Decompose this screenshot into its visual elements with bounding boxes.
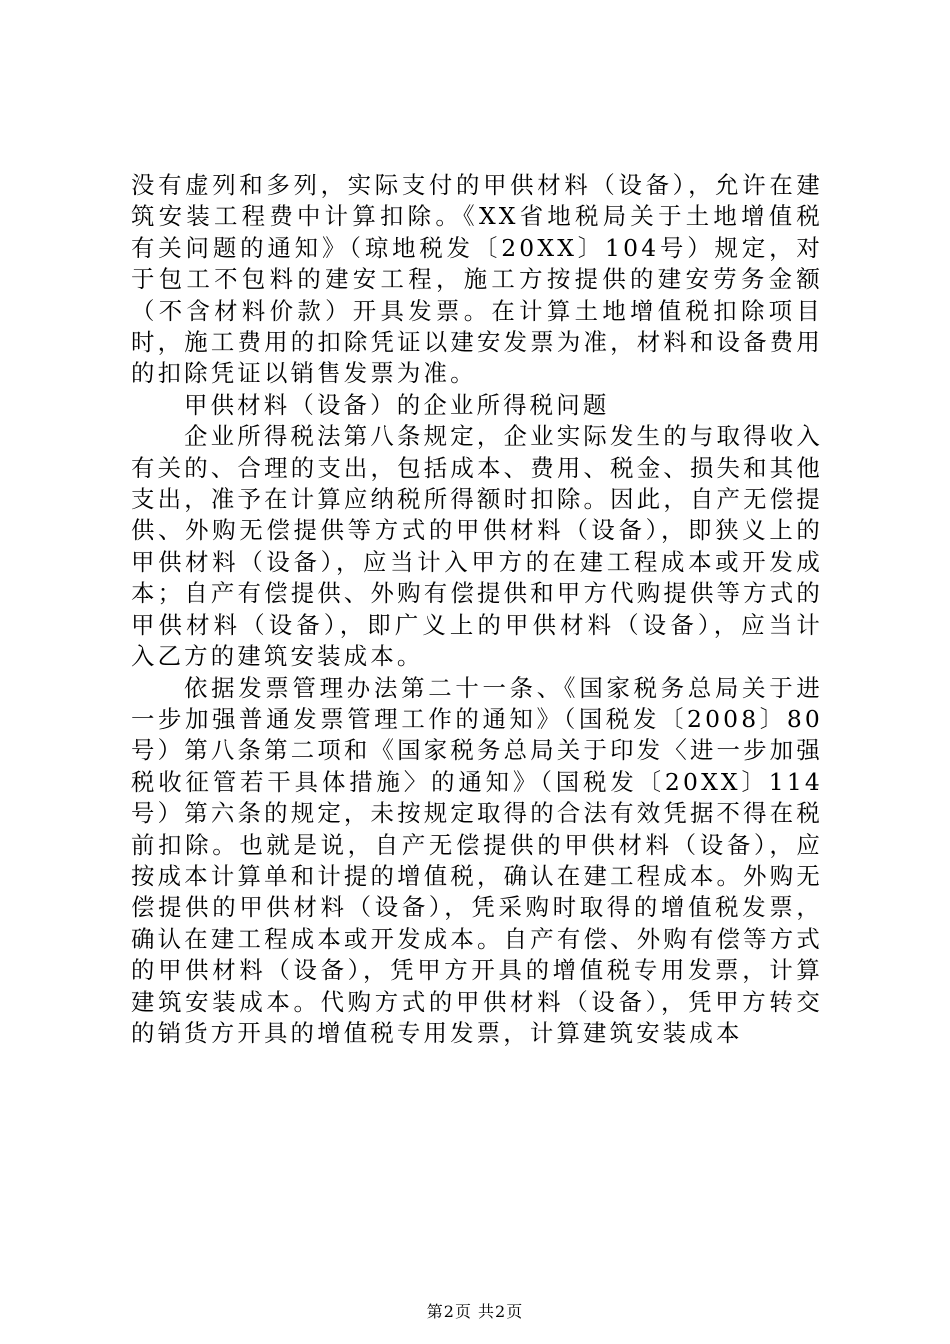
document-body (131, 170, 823, 1049)
section-heading-enterprise-income-tax: 甲供材料（设备）的企业所得税问题 (184, 390, 610, 419)
paragraph-1: 没有虚列和多列，实际支付的甲供材料（设备），允许在建筑安装工程费中计算扣除。《XX省地税局关于土地增值税有关问题的通知》（琼地税发〔20XX〕104号）规定，对于包工不包料的建安工程，施工方按提供的建安劳务金额（不含材料价款）开具发票。在计算土地增值税扣除项目时，施工费用的扣除凭证以建安发票为准，材料和设备费用的扣除凭证以销售发票为准。 (131, 171, 823, 388)
page-footer: 第2页 共2页 (426, 1302, 524, 1321)
paragraph-4: 依据发票管理办法第二十一条、《国家税务总局关于进一步加强普通发票管理工作的通知》（国税发〔2008〕80号）第八条第二项和《国家税务总局关于印发〈进一步加强税收征管若干具体措施〉的通知》（国税发〔20XX〕114号）第六条的规定，未按规定取得的合法有效凭据不得在税前扣除。也就是说，自产无偿提供的甲供材料（设备），应按成本计算单和计提的增值税，确认在建工程成本。外购无偿提供的甲供材料（设备），凭采购时取得的增值税发票，确认在建工程成本或开发成本。自产有偿、外购有偿等方式的甲供材料（设备），凭甲方开具的增值税专用发票，计算建筑安装成本。代购方式的甲供材料（设备），凭甲方转交的销货方开具的增值税专用发票，计算建筑安装成本 (131, 673, 823, 1047)
paragraph-3: 企业所得税法第八条规定，企业实际发生的与取得收入有关的、合理的支出，包括成本、费用、税金、损失和其他支出，准予在计算应纳税所得额时扣除。因此，自产无偿提供、外购无偿提供等方式的甲供材料（设备），即狭义上的甲供材料（设备），应当计入甲方的在建工程成本或开发成本；自产有偿提供、外购有偿提供和甲方代购提供等方式的甲供材料（设备），即广义上的甲供材料（设备），应当计入乙方的建筑安装成本。 (131, 422, 823, 671)
